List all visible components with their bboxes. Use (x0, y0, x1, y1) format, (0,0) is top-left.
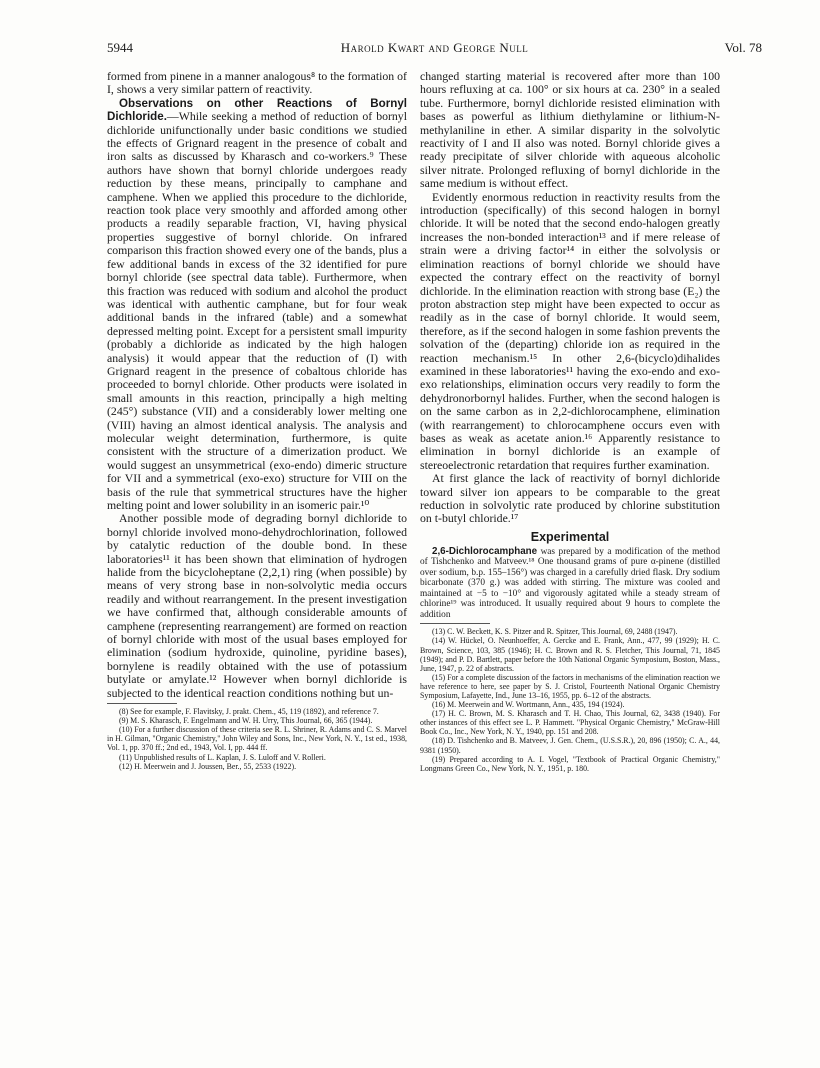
right-column (420, 70, 720, 773)
experimental-text: was prepared by a modification of the method of Tishchenko and Matveev.¹⁸ One thousand grams of pure α-pinene (distilled over sodium, b.p. 155–156°) was charged in a carefully dried flask. Dry sodium bicarbonate (370 g.) was added with stirring. The mixture was cooled and maintained at −5 to −10° and vigorously agitated while a steady stream of chlorine¹⁹ was introduced. It usually required about 9 hours to complete the addition (420, 546, 720, 620)
footnote: (14) W. Hückel, O. Neunhoeffer, A. Gercke and E. Frank, Ann., 477, 99 (1929); H. C. Brown, Science, 103, 385 (1946); H. C. Brown and R. S. Fletcher, This Journal, 71, 1845 (1949); and P. D. Bartlett, paper before the 10th National Organic Symposium, Boston, Mass., June, 1947, p. 22 of abstracts. (420, 636, 720, 673)
footnote: (16) M. Meerwein and W. Wortmann, Ann., 435, 194 (1924). (432, 700, 625, 710)
running-authors: Harold Kwart and George Null (340, 40, 529, 55)
run-in-heading: Observations on other Reactions of Bornyl Dichloride. (107, 96, 407, 124)
paragraph-text: —While seeking a method of reduction of bornyl dichloride unifunctionally under basic conditions we studied the effects of Grignard reagent in the presence of cobalt and iron salts as discussed by Kharasch and co-workers.⁹ These authors have shown that bornyl chloride undergoes ready reduction by these means, principally to camphane and camphene. When we applied this procedure to the dichloride, reaction took place very smoothly and afforded among other products a readily separable fraction, VI, having physical properties suggestive of bornyl chloride. On infrared comparison this fraction showed every one of the bands, plus a few additional bands in excess of the 32 identified for pure bornyl chloride (see spectral data table). Furthermore, when this fraction was reduced with sodium and alcohol the product was identical with authentic camphane, but for four weak additional bands in the infrared (table) and a somewhat depressed melting point. Except for a persistent small impurity (probably a dichloride as indicated by the high halogen analysis) it would appear that the reduction of (I) with Grignard reagent in the presence of cobaltous chloride has proceeded to bornyl chloride. Other products were isolated in small amounts in this reaction, principally a high melting (245°) substance (VII) and a considerably lower melting one (VIII) having an almost identical analysis. The analysis and molecular weight determination, furthermore, is quite consistent with the structure of a dimerization product. We would suggest an unsymmetrical (exo-endo) dimeric structure for VII and a symmetrical (exo-exo) structure for VIII on the basis of the rule that symmetrical structures have the higher melting point and lower solubility in an isomeric pair.¹⁰ (107, 109, 407, 512)
footnote: (13) C. W. Beckett, K. S. Pitzer and R. Spitzer, This Journal, 69, 2488 (1947). (432, 627, 678, 637)
experimental-paragraph (420, 547, 720, 621)
footnotes-right (420, 627, 720, 773)
footnote: (17) H. C. Brown, M. S. Kharasch and T. H. Chao, This Journal, 62, 3438 (1940). For other instances of this effect see L. P. Hammett. "Physical Organic Chemistry," McGraw-Hill Book Co., Inc., New York, N. Y., 1940, pp. 151 and 208. (420, 709, 720, 737)
footnote: (8) See for example, F. Flavitsky, J. prakt. Chem., 45, 119 (1892), and reference 7. (119, 707, 379, 717)
footnote: (11) Unpublished results of L. Kaplan, J. S. Luloff and V. Rolleri. (119, 752, 326, 762)
footnotes-left (107, 707, 407, 771)
footnote: (12) H. Meerwein and J. Joussen, Ber., 55, 2533 (1922). (119, 761, 297, 771)
page-header (107, 40, 762, 60)
footnote: (19) Prepared according to A. I. Vogel, "Textbook of Practical Organic Chemistry," Longmans Green Co., New York, N. Y., 1951, p. 180. (420, 754, 720, 773)
paragraph-degradation: Another possible mode of degrading bornyl dichloride to bornyl chloride involved mono-dehydrochlorination, followed by catalytic reduction of the double bond. In these laboratories¹¹ it has been shown that elimination of hydrogen halide from the bicycloheptane (2,2,1) ring (when possible) by means of very strong base in non-solvolytic media occurs readily and without rearrangement. In the present investigation we have confirmed that, although considerable amounts of camphene (representing rearrangement) are formed on reaction of bornyl chloride with most of the usual bases employed for elimination (sodium hydroxide, quinoline, pyridine bases), bornylene is readily obtained with the use of potassium butylate or amylate.¹² However when bornyl dichloride is subjected to the identical reaction conditions nothing but un- (107, 511, 407, 700)
paragraph-continuation: formed from pinene in a manner analogous⁸ to the formation of I, shows a very similar pattern of reactivity. (107, 69, 407, 97)
paragraph-continuation: changed starting material is recovered after more than 100 hours refluxing at ca. 100° or six hours at ca. 230° in a sealed tube. Furthermore, bornyl dichloride resisted elimination with bases as powerful as lithium diethylamine or lithium-N-methylaniline in ether. A similar disparity in the solvolytic reactivity of I and II also was noted. Bornyl chloride gives a ready precipitate of silver chloride with aqueous alcoholic silver nitrate. Prolonged refluxing of bornyl dichloride in the same medium is without effect. (420, 69, 720, 191)
paragraph-silver-ion: At first glance the lack of reactivity of bornyl dichloride toward silver ion appears to be comparable to the great reduction in solvolytic rate produced by chlorine substitution on t-butyl chloride.¹⁷ (420, 471, 720, 526)
footnote-rule (420, 623, 490, 624)
footnote: (15) For a complete discussion of the factors in mechanisms of the elimination reaction we have reference to here, see paper by S. J. Cristol, Fourteenth National Organic Chemistry Symposium, Lafayette, Ind., June 13–16, 1955, pp. 6–12 of the abstracts. (420, 672, 720, 700)
page-number: 5944 (107, 40, 133, 55)
footnote: (9) M. S. Kharasch, F. Engelmann and W. H. Urry, This Journal, 66, 365 (1944). (119, 716, 373, 726)
section-title: Experimental (530, 529, 610, 544)
paragraph-reactivity: Evidently enormous reduction in reactivity results from the introduction (specifically) of this second halogen in bornyl chloride. It will be noted that the second endo-halogen greatly increases the non-bonded interaction¹³ and if mere release of strain were a driving factor¹⁴ in either the solvolysis or elimination reactions of bornyl chloride we should have expected the contrary effect on the reactivity of bornyl dichloride. In the elimination reaction with strong base (E₂) the proton abstraction step might have been expected to occur as readily as in the case of bornyl chloride. It would seem, therefore, as if the second halogen in some fashion prevents the solvation of the (departing) chloride ion as required in the reaction mechanism.¹⁵ In other 2,6-(bicyclo)dihalides examined in these laboratories¹¹ having the exo-endo and exo-exo relationships, elimination occurs very readily to form the dehydronorbornyl halides. Further, when the second halogen is on the same carbon as in 2,2-dichlorocamphene, elimination (with rearrangement) to chlorocamphene occurs even with bases as weak as acetate anion.¹⁶ Apparently resistance to elimination in bornyl dichloride is an example of stereoelectronic retardation that requires further examination. (420, 189, 720, 472)
paragraph-other-reactions (107, 97, 407, 513)
footnote-rule (107, 703, 177, 704)
footnote: (18) D. Tishchenko and B. Matveev, J. Gen. Chem., (U.S.S.R.), 20, 896 (1950); C. A., 44, 9381 (1950). (420, 736, 720, 755)
compound-heading: 2,6-Dichlorocamphane (432, 545, 538, 557)
volume-label: Vol. 78 (724, 40, 762, 55)
footnote: (10) For a further discussion of these criteria see R. L. Shriner, R. Adams and C. S. Marvel in H. Gilman, "Organic Chemistry," John Wiley and Sons, Inc., New York, N. Y., 1st ed., 1938, Vol. 1, pp. 370 ff.; 2nd ed., 1943, Vol. I, pp. 444 ff. (107, 725, 407, 753)
left-column (107, 70, 407, 771)
